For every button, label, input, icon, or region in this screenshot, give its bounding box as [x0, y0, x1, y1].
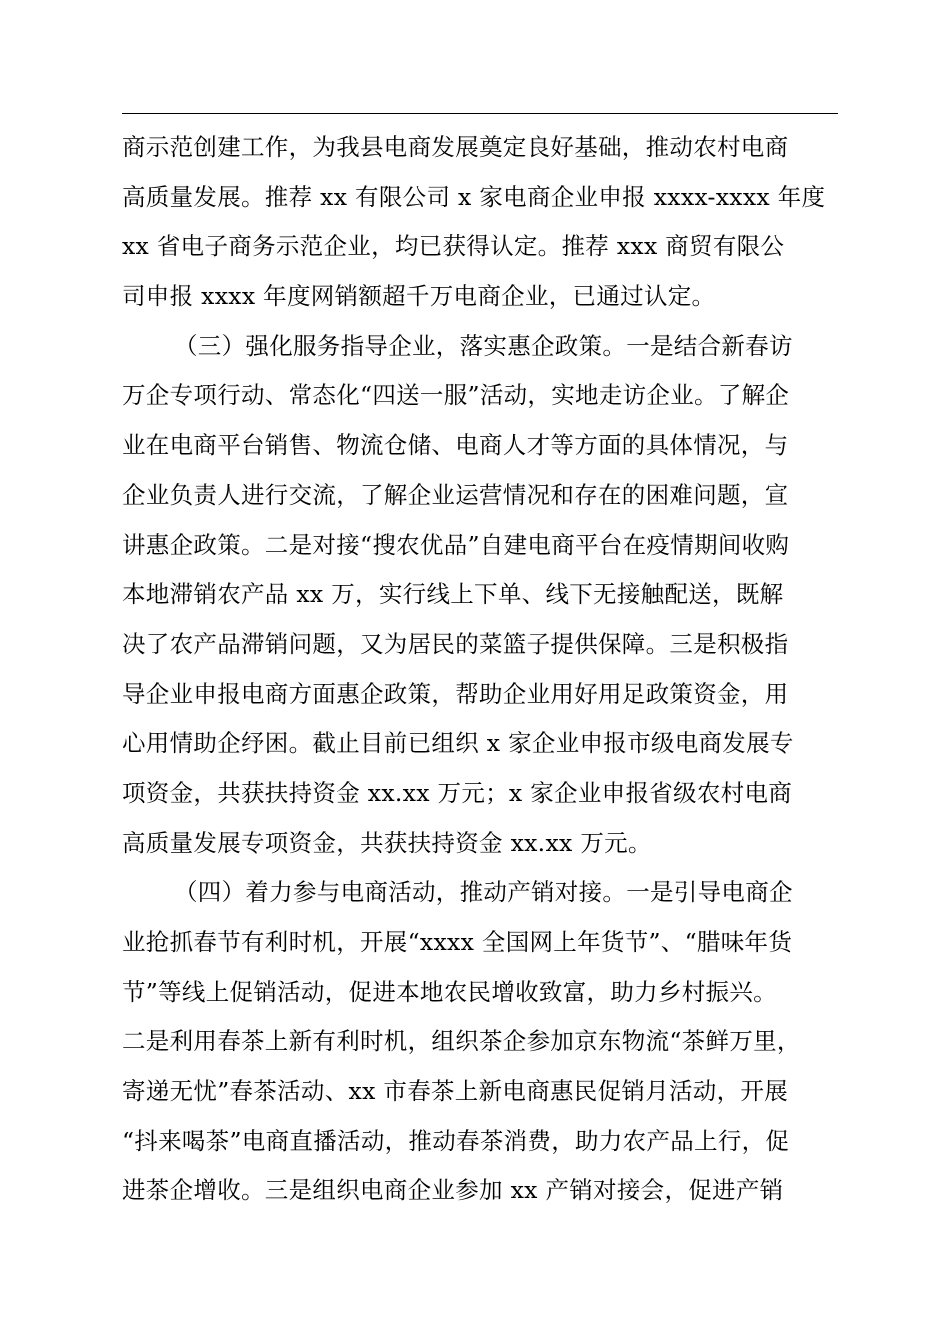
- text-line: 万企专项行动、常态化“四送一服”活动，实地走访企业。了解企: [122, 381, 790, 410]
- text-line: 本地滞销农产品 xx 万，实行线上下单、线下无接触配送，既解: [122, 580, 784, 609]
- text-line: 导企业申报电商方面惠企政策，帮助企业用好用足政策资金，用: [122, 679, 789, 708]
- text-line: 寄递无忧”春茶活动、xx 市春茶上新电商惠民促销月活动，开展: [122, 1077, 788, 1106]
- text-line: 业抢抓春节有利时机，开展“xxxx 全国网上年货节”、“腊味年货: [122, 928, 793, 956]
- text-line: 决了农产品滞销问题，又为居民的菜篮子提供保障。三是积极指: [122, 629, 789, 658]
- text-line: xx 省电子商务示范企业，均已获得认定。推荐 xxx 商贸有限公: [122, 232, 785, 261]
- text-line: 司申报 xxxx 年度网销额超千万电商企业，已通过认定。: [122, 282, 716, 311]
- text-line: 讲惠企政策。二是对接“搜农优品”自建电商平台在疫情期间收购: [122, 530, 790, 559]
- text-line: 二是利用春茶上新有利时机，组织茶企参加京东物流“茶鲜万里，: [122, 1027, 801, 1056]
- text-line: 节”等线上促销活动，促进本地农民增收致富，助力乡村振兴。: [122, 977, 777, 1006]
- text-line: 高质量发展专项资金，共获扶持资金 xx.xx 万元。: [122, 828, 652, 857]
- text-line: 高质量发展。推荐 xx 有限公司 x 家电商企业申报 xxxx-xxxx 年度: [122, 182, 826, 211]
- section-heading-line: （四）着力参与电商活动，推动产销对接。一是引导电商企: [174, 878, 793, 907]
- text-line: “抖来喝茶”电商直播活动，推动春茶消费，助力农产品上行，促: [122, 1126, 790, 1155]
- section-heading-line: （三）强化服务指导企业，落实惠企政策。一是结合新春访: [174, 331, 793, 360]
- document-body: [122, 123, 838, 1216]
- text-line: 商示范创建工作，为我县电商发展奠定良好基础，推动农村电商: [122, 133, 789, 161]
- text-line: 进茶企增收。三是组织电商企业参加 xx 产销对接会，促进产销: [122, 1176, 784, 1205]
- text-line: 业在电商平台销售、物流仓储、电商人才等方面的具体情况，与: [122, 431, 789, 460]
- header-rule: [122, 113, 838, 114]
- text-line: 项资金，共获扶持资金 xx.xx 万元；x 家企业申报省级农村电商: [122, 778, 793, 807]
- text-line: 心用情助企纾困。截止目前已组织 x 家企业申报市级电商发展专: [122, 729, 794, 758]
- text-line: 企业负责人进行交流，了解企业运营情况和存在的困难问题，宣: [122, 480, 789, 509]
